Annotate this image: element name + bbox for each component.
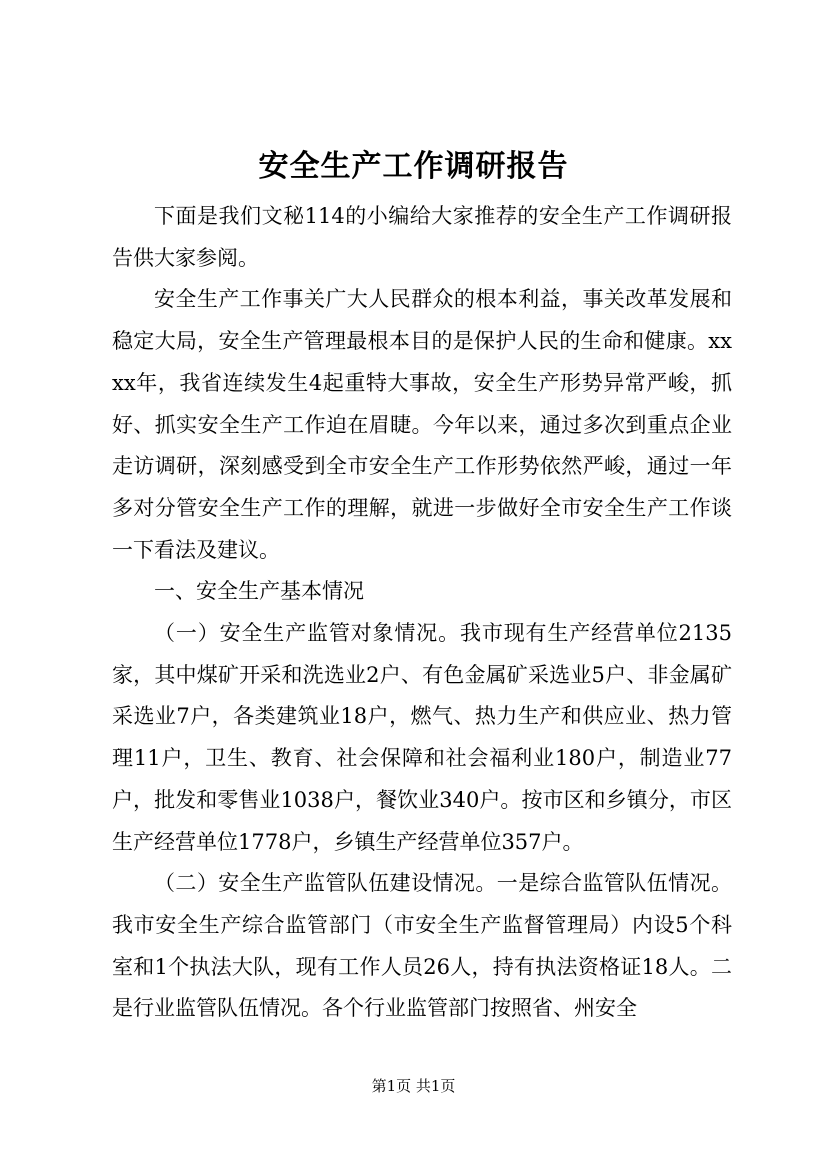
- paragraph-intro: 下面是我们文秘114的小编给大家推荐的安全生产工作调研报告供大家参阅。: [112, 204, 732, 270]
- section-heading: 一、安全生产基本情况: [154, 579, 364, 604]
- document-body: [112, 196, 732, 1030]
- paragraph-supervision-targets: （一）安全生产监管对象情况。我市现有生产经营单位2135家，其中煤矿开采和洗选业2户、有色金属矿采选业5户、非金属矿采选业7户，各类建筑业18户，燃气、热力生产和供应业、热力管理11户，卫生、教育、社会保障和社会福利业180户，制造业77户，批发和零售业1038户，餐饮业340户。按市区和乡镇分，市区生产经营单位1778户，乡镇生产经营单位357户。: [112, 621, 732, 854]
- page-footer: 第1页 共1页: [371, 1077, 456, 1095]
- document-title: 安全生产工作调研报告: [258, 149, 569, 184]
- paragraph-supervision-team: （二）安全生产监管队伍建设情况。一是综合监管队伍情况。我市安全生产综合监管部门（市安全生产监督管理局）内设5个科室和1个执法大队，现有工作人员26人，持有执法资格证18人。二是行业监管队伍情况。各个行业监管部门按照省、州安全: [112, 871, 732, 1021]
- paragraph-overview: 安全生产工作事关广大人民群众的根本利益，事关改革发展和稳定大局，安全生产管理最根本目的是保护人民的生命和健康。xxxx年，我省连续发生4起重特大事故，安全生产形势异常严峻，抓好、抓实安全生产工作迫在眉睫。今年以来，通过多次到重点企业走访调研，深刻感受到全市安全生产工作形势依然严峻，通过一年多对分管安全生产工作的理解，就进一步做好全市安全生产工作谈一下看法及建议。: [112, 287, 732, 562]
